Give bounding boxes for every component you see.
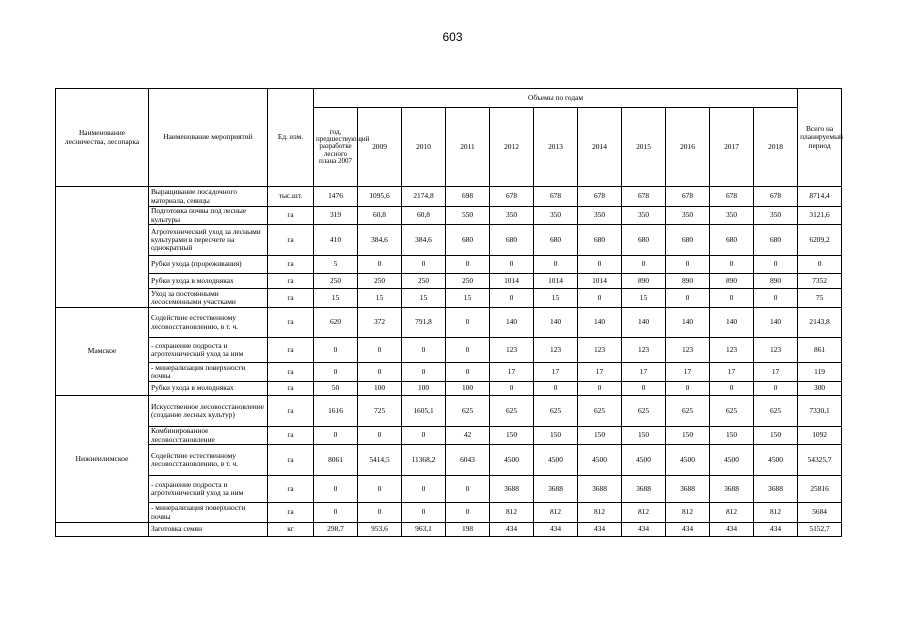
value-cell: 123 <box>622 338 666 363</box>
value-cell: 0 <box>446 256 490 274</box>
table-row <box>56 396 842 427</box>
value-cell: 250 <box>402 274 446 289</box>
header-year: 2018 <box>754 108 798 187</box>
value-cell: 1616 <box>314 396 358 427</box>
value-cell: 890 <box>754 274 798 289</box>
unit-cell: га <box>268 225 314 256</box>
value-cell: 350 <box>578 207 622 225</box>
value-cell: 680 <box>490 225 534 256</box>
value-cell: 0 <box>314 363 358 382</box>
page-number: 603 <box>442 30 463 44</box>
value-cell: 434 <box>622 523 666 537</box>
forestry-name <box>56 523 149 537</box>
value-cell: 0 <box>710 289 754 308</box>
header-year: 2012 <box>490 108 534 187</box>
value-cell: 372 <box>358 308 402 338</box>
value-cell: 3688 <box>666 476 710 503</box>
value-cell: 0 <box>446 476 490 503</box>
value-cell: 625 <box>622 396 666 427</box>
value-cell: 5414,5 <box>358 445 402 476</box>
value-cell: 350 <box>534 207 578 225</box>
value-cell: 350 <box>710 207 754 225</box>
table-row <box>56 338 842 363</box>
value-cell: 17 <box>622 363 666 382</box>
value-cell: 123 <box>534 338 578 363</box>
header-volumes: Объемы по годам <box>314 89 798 108</box>
measure-name: - сохранение подроста и агротехнический уход за ним <box>149 476 268 503</box>
header-base-year: год, предшествующий разработке лесного плана 2007 <box>314 108 358 187</box>
unit-cell: га <box>268 427 314 445</box>
value-cell: 625 <box>754 396 798 427</box>
measure-name: - сохранение подроста и агротехнический уход за ним <box>149 338 268 363</box>
value-cell: 890 <box>622 274 666 289</box>
unit-cell: га <box>268 382 314 396</box>
total-cell: 6209,2 <box>798 225 842 256</box>
value-cell: 890 <box>666 274 710 289</box>
unit-cell: га <box>268 289 314 308</box>
total-cell: 300 <box>798 382 842 396</box>
table-row <box>56 207 842 225</box>
value-cell: 434 <box>666 523 710 537</box>
value-cell: 0 <box>358 476 402 503</box>
unit-cell: тыс.шт. <box>268 187 314 207</box>
value-cell: 0 <box>314 476 358 503</box>
value-cell: 812 <box>622 503 666 523</box>
value-cell: 0 <box>446 503 490 523</box>
total-cell: 54325,7 <box>798 445 842 476</box>
header-total: Всего на планируемый период <box>798 89 842 187</box>
value-cell: 1014 <box>490 274 534 289</box>
value-cell: 625 <box>666 396 710 427</box>
value-cell: 1014 <box>534 274 578 289</box>
value-cell: 1476 <box>314 187 358 207</box>
value-cell: 15 <box>622 289 666 308</box>
total-cell: 861 <box>798 338 842 363</box>
value-cell: 1014 <box>578 274 622 289</box>
value-cell: 680 <box>622 225 666 256</box>
value-cell: 0 <box>314 427 358 445</box>
value-cell: 812 <box>666 503 710 523</box>
value-cell: 140 <box>754 308 798 338</box>
value-cell: 0 <box>446 363 490 382</box>
value-cell: 0 <box>578 382 622 396</box>
value-cell: 60,8 <box>358 207 402 225</box>
value-cell: 4500 <box>534 445 578 476</box>
value-cell: 8061 <box>314 445 358 476</box>
value-cell: 0 <box>534 382 578 396</box>
value-cell: 350 <box>754 207 798 225</box>
value-cell: 350 <box>666 207 710 225</box>
value-cell: 100 <box>446 382 490 396</box>
value-cell: 0 <box>622 382 666 396</box>
value-cell: 680 <box>578 225 622 256</box>
value-cell: 150 <box>754 427 798 445</box>
header-year: 2010 <box>402 108 446 187</box>
value-cell: 50 <box>314 382 358 396</box>
value-cell: 3688 <box>578 476 622 503</box>
value-cell: 0 <box>402 476 446 503</box>
value-cell: 15 <box>534 289 578 308</box>
forest-plan-table <box>55 88 842 537</box>
value-cell: 15 <box>402 289 446 308</box>
value-cell: 0 <box>578 289 622 308</box>
value-cell: 123 <box>490 338 534 363</box>
total-cell: 5152,7 <box>798 523 842 537</box>
value-cell: 791,8 <box>402 308 446 338</box>
value-cell: 17 <box>490 363 534 382</box>
value-cell: 6043 <box>446 445 490 476</box>
unit-cell: га <box>268 256 314 274</box>
value-cell: 625 <box>578 396 622 427</box>
value-cell: 678 <box>578 187 622 207</box>
table-row <box>56 256 842 274</box>
value-cell: 11368,2 <box>402 445 446 476</box>
value-cell: 3688 <box>490 476 534 503</box>
measure-name: - минерализация поверхности почвы <box>149 363 268 382</box>
measure-name: Агротехнический уход за лесными культурами в пересчете на однократный <box>149 225 268 256</box>
value-cell: 100 <box>402 382 446 396</box>
value-cell: 0 <box>358 363 402 382</box>
value-cell: 0 <box>446 308 490 338</box>
value-cell: 319 <box>314 207 358 225</box>
value-cell: 0 <box>622 256 666 274</box>
value-cell: 123 <box>666 338 710 363</box>
value-cell: 140 <box>578 308 622 338</box>
value-cell: 0 <box>490 382 534 396</box>
value-cell: 0 <box>710 256 754 274</box>
total-cell: 1092 <box>798 427 842 445</box>
value-cell: 123 <box>578 338 622 363</box>
value-cell: 680 <box>534 225 578 256</box>
value-cell: 0 <box>358 256 402 274</box>
value-cell: 384,6 <box>358 225 402 256</box>
value-cell: 678 <box>666 187 710 207</box>
value-cell: 0 <box>358 338 402 363</box>
value-cell: 434 <box>754 523 798 537</box>
value-cell: 0 <box>358 427 402 445</box>
table-row <box>56 289 842 308</box>
total-cell: 3121,6 <box>798 207 842 225</box>
unit-cell: га <box>268 503 314 523</box>
measure-name: Комбинированное лесовосстановление <box>149 427 268 445</box>
value-cell: 812 <box>490 503 534 523</box>
value-cell: 4500 <box>622 445 666 476</box>
value-cell: 625 <box>534 396 578 427</box>
value-cell: 140 <box>666 308 710 338</box>
measure-name: Выращивание посадочного материала, сеянцы <box>149 187 268 207</box>
measure-name: Рубки ухода в молодняках <box>149 274 268 289</box>
table-row <box>56 523 842 537</box>
unit-cell: кг <box>268 523 314 537</box>
value-cell: 0 <box>358 503 402 523</box>
value-cell: 0 <box>490 256 534 274</box>
value-cell: 620 <box>314 308 358 338</box>
table-row <box>56 363 842 382</box>
value-cell: 3688 <box>534 476 578 503</box>
value-cell: 812 <box>710 503 754 523</box>
value-cell: 0 <box>402 256 446 274</box>
value-cell: 890 <box>710 274 754 289</box>
value-cell: 0 <box>490 289 534 308</box>
measure-name: Подготовка почвы под лесные культуры <box>149 207 268 225</box>
total-cell: 7330,1 <box>798 396 842 427</box>
total-cell: 7352 <box>798 274 842 289</box>
unit-cell: га <box>268 308 314 338</box>
header-year: 2014 <box>578 108 622 187</box>
total-cell: 0 <box>798 256 842 274</box>
value-cell: 150 <box>710 427 754 445</box>
value-cell: 5 <box>314 256 358 274</box>
value-cell: 0 <box>666 256 710 274</box>
value-cell: 0 <box>754 289 798 308</box>
value-cell: 150 <box>666 427 710 445</box>
value-cell: 250 <box>358 274 402 289</box>
value-cell: 140 <box>534 308 578 338</box>
header-year: 2016 <box>666 108 710 187</box>
value-cell: 15 <box>314 289 358 308</box>
value-cell: 680 <box>754 225 798 256</box>
value-cell: 678 <box>754 187 798 207</box>
total-cell: 8714,4 <box>798 187 842 207</box>
unit-cell: га <box>268 445 314 476</box>
value-cell: 100 <box>358 382 402 396</box>
value-cell: 434 <box>490 523 534 537</box>
table-row <box>56 427 842 445</box>
value-cell: 434 <box>710 523 754 537</box>
value-cell: 3688 <box>710 476 754 503</box>
value-cell: 2174,8 <box>402 187 446 207</box>
unit-cell: га <box>268 338 314 363</box>
value-cell: 0 <box>754 256 798 274</box>
header-year: 2011 <box>446 108 490 187</box>
value-cell: 150 <box>490 427 534 445</box>
value-cell: 4500 <box>490 445 534 476</box>
measure-name: Рубки ухода в молодняках <box>149 382 268 396</box>
header-year: 2009 <box>358 108 402 187</box>
forestry-name <box>56 187 149 308</box>
unit-cell: га <box>268 476 314 503</box>
value-cell: 4500 <box>578 445 622 476</box>
measure-name: Уход за постоянными лесосеменными участками <box>149 289 268 308</box>
value-cell: 0 <box>402 363 446 382</box>
value-cell: 680 <box>446 225 490 256</box>
value-cell: 680 <box>710 225 754 256</box>
value-cell: 550 <box>446 207 490 225</box>
measure-name: Искусственное лесовосстановление (создание лесных культур) <box>149 396 268 427</box>
value-cell: 4500 <box>754 445 798 476</box>
table-row <box>56 187 842 207</box>
value-cell: 812 <box>578 503 622 523</box>
value-cell: 434 <box>534 523 578 537</box>
value-cell: 298,7 <box>314 523 358 537</box>
total-cell: 119 <box>798 363 842 382</box>
value-cell: 678 <box>710 187 754 207</box>
value-cell: 198 <box>446 523 490 537</box>
total-cell: 2143,8 <box>798 308 842 338</box>
unit-cell: га <box>268 274 314 289</box>
header-year: 2015 <box>622 108 666 187</box>
unit-cell: га <box>268 207 314 225</box>
value-cell: 250 <box>446 274 490 289</box>
value-cell: 140 <box>490 308 534 338</box>
value-cell: 678 <box>534 187 578 207</box>
value-cell: 953,6 <box>358 523 402 537</box>
total-cell: 25816 <box>798 476 842 503</box>
value-cell: 17 <box>666 363 710 382</box>
value-cell: 150 <box>578 427 622 445</box>
value-cell: 3688 <box>622 476 666 503</box>
value-cell: 0 <box>710 382 754 396</box>
forestry-name: Мамское <box>56 308 149 396</box>
value-cell: 0 <box>534 256 578 274</box>
table-row <box>56 445 842 476</box>
value-cell: 17 <box>754 363 798 382</box>
measure-name: Содействие естественному лесовосстановлению, в т. ч. <box>149 308 268 338</box>
value-cell: 350 <box>490 207 534 225</box>
table-row <box>56 308 842 338</box>
value-cell: 42 <box>446 427 490 445</box>
table-row <box>56 503 842 523</box>
header-year: 2013 <box>534 108 578 187</box>
value-cell: 17 <box>578 363 622 382</box>
value-cell: 812 <box>754 503 798 523</box>
value-cell: 150 <box>534 427 578 445</box>
measure-name: Рубки ухода (прореживания) <box>149 256 268 274</box>
measure-name: Заготовка семян <box>149 523 268 537</box>
value-cell: 4500 <box>666 445 710 476</box>
table-row <box>56 274 842 289</box>
value-cell: 678 <box>490 187 534 207</box>
value-cell: 0 <box>314 338 358 363</box>
value-cell: 1095,6 <box>358 187 402 207</box>
value-cell: 3688 <box>754 476 798 503</box>
header-forestry: Наименование лесничества, лесопарка <box>56 89 149 187</box>
header-measure: Наименование мероприятий <box>149 89 268 187</box>
value-cell: 963,1 <box>402 523 446 537</box>
header-year: 2017 <box>710 108 754 187</box>
value-cell: 250 <box>314 274 358 289</box>
value-cell: 625 <box>490 396 534 427</box>
total-cell: 75 <box>798 289 842 308</box>
value-cell: 410 <box>314 225 358 256</box>
value-cell: 140 <box>622 308 666 338</box>
value-cell: 434 <box>578 523 622 537</box>
table-row <box>56 476 842 503</box>
value-cell: 15 <box>358 289 402 308</box>
value-cell: 384,6 <box>402 225 446 256</box>
table-row <box>56 225 842 256</box>
measure-name: - минерализация поверхности почвы <box>149 503 268 523</box>
value-cell: 725 <box>358 396 402 427</box>
value-cell: 680 <box>666 225 710 256</box>
total-cell: 5684 <box>798 503 842 523</box>
value-cell: 350 <box>622 207 666 225</box>
value-cell: 1605,1 <box>402 396 446 427</box>
header-unit: Ед. изм. <box>268 89 314 187</box>
value-cell: 0 <box>666 289 710 308</box>
unit-cell: га <box>268 363 314 382</box>
value-cell: 812 <box>534 503 578 523</box>
value-cell: 17 <box>534 363 578 382</box>
value-cell: 625 <box>446 396 490 427</box>
measure-name: Содействие естественному лесовосстановлению, в т. ч. <box>149 445 268 476</box>
value-cell: 123 <box>710 338 754 363</box>
value-cell: 150 <box>622 427 666 445</box>
unit-cell: га <box>268 396 314 427</box>
value-cell: 0 <box>314 503 358 523</box>
value-cell: 0 <box>402 503 446 523</box>
value-cell: 625 <box>710 396 754 427</box>
value-cell: 140 <box>710 308 754 338</box>
value-cell: 60,8 <box>402 207 446 225</box>
value-cell: 15 <box>446 289 490 308</box>
value-cell: 0 <box>754 382 798 396</box>
table-row <box>56 382 842 396</box>
value-cell: 698 <box>446 187 490 207</box>
value-cell: 0 <box>402 338 446 363</box>
value-cell: 0 <box>402 427 446 445</box>
value-cell: 4500 <box>710 445 754 476</box>
value-cell: 17 <box>710 363 754 382</box>
value-cell: 0 <box>578 256 622 274</box>
value-cell: 123 <box>754 338 798 363</box>
value-cell: 0 <box>666 382 710 396</box>
value-cell: 0 <box>446 338 490 363</box>
forestry-name: Нижнеилимское <box>56 396 149 523</box>
value-cell: 678 <box>622 187 666 207</box>
